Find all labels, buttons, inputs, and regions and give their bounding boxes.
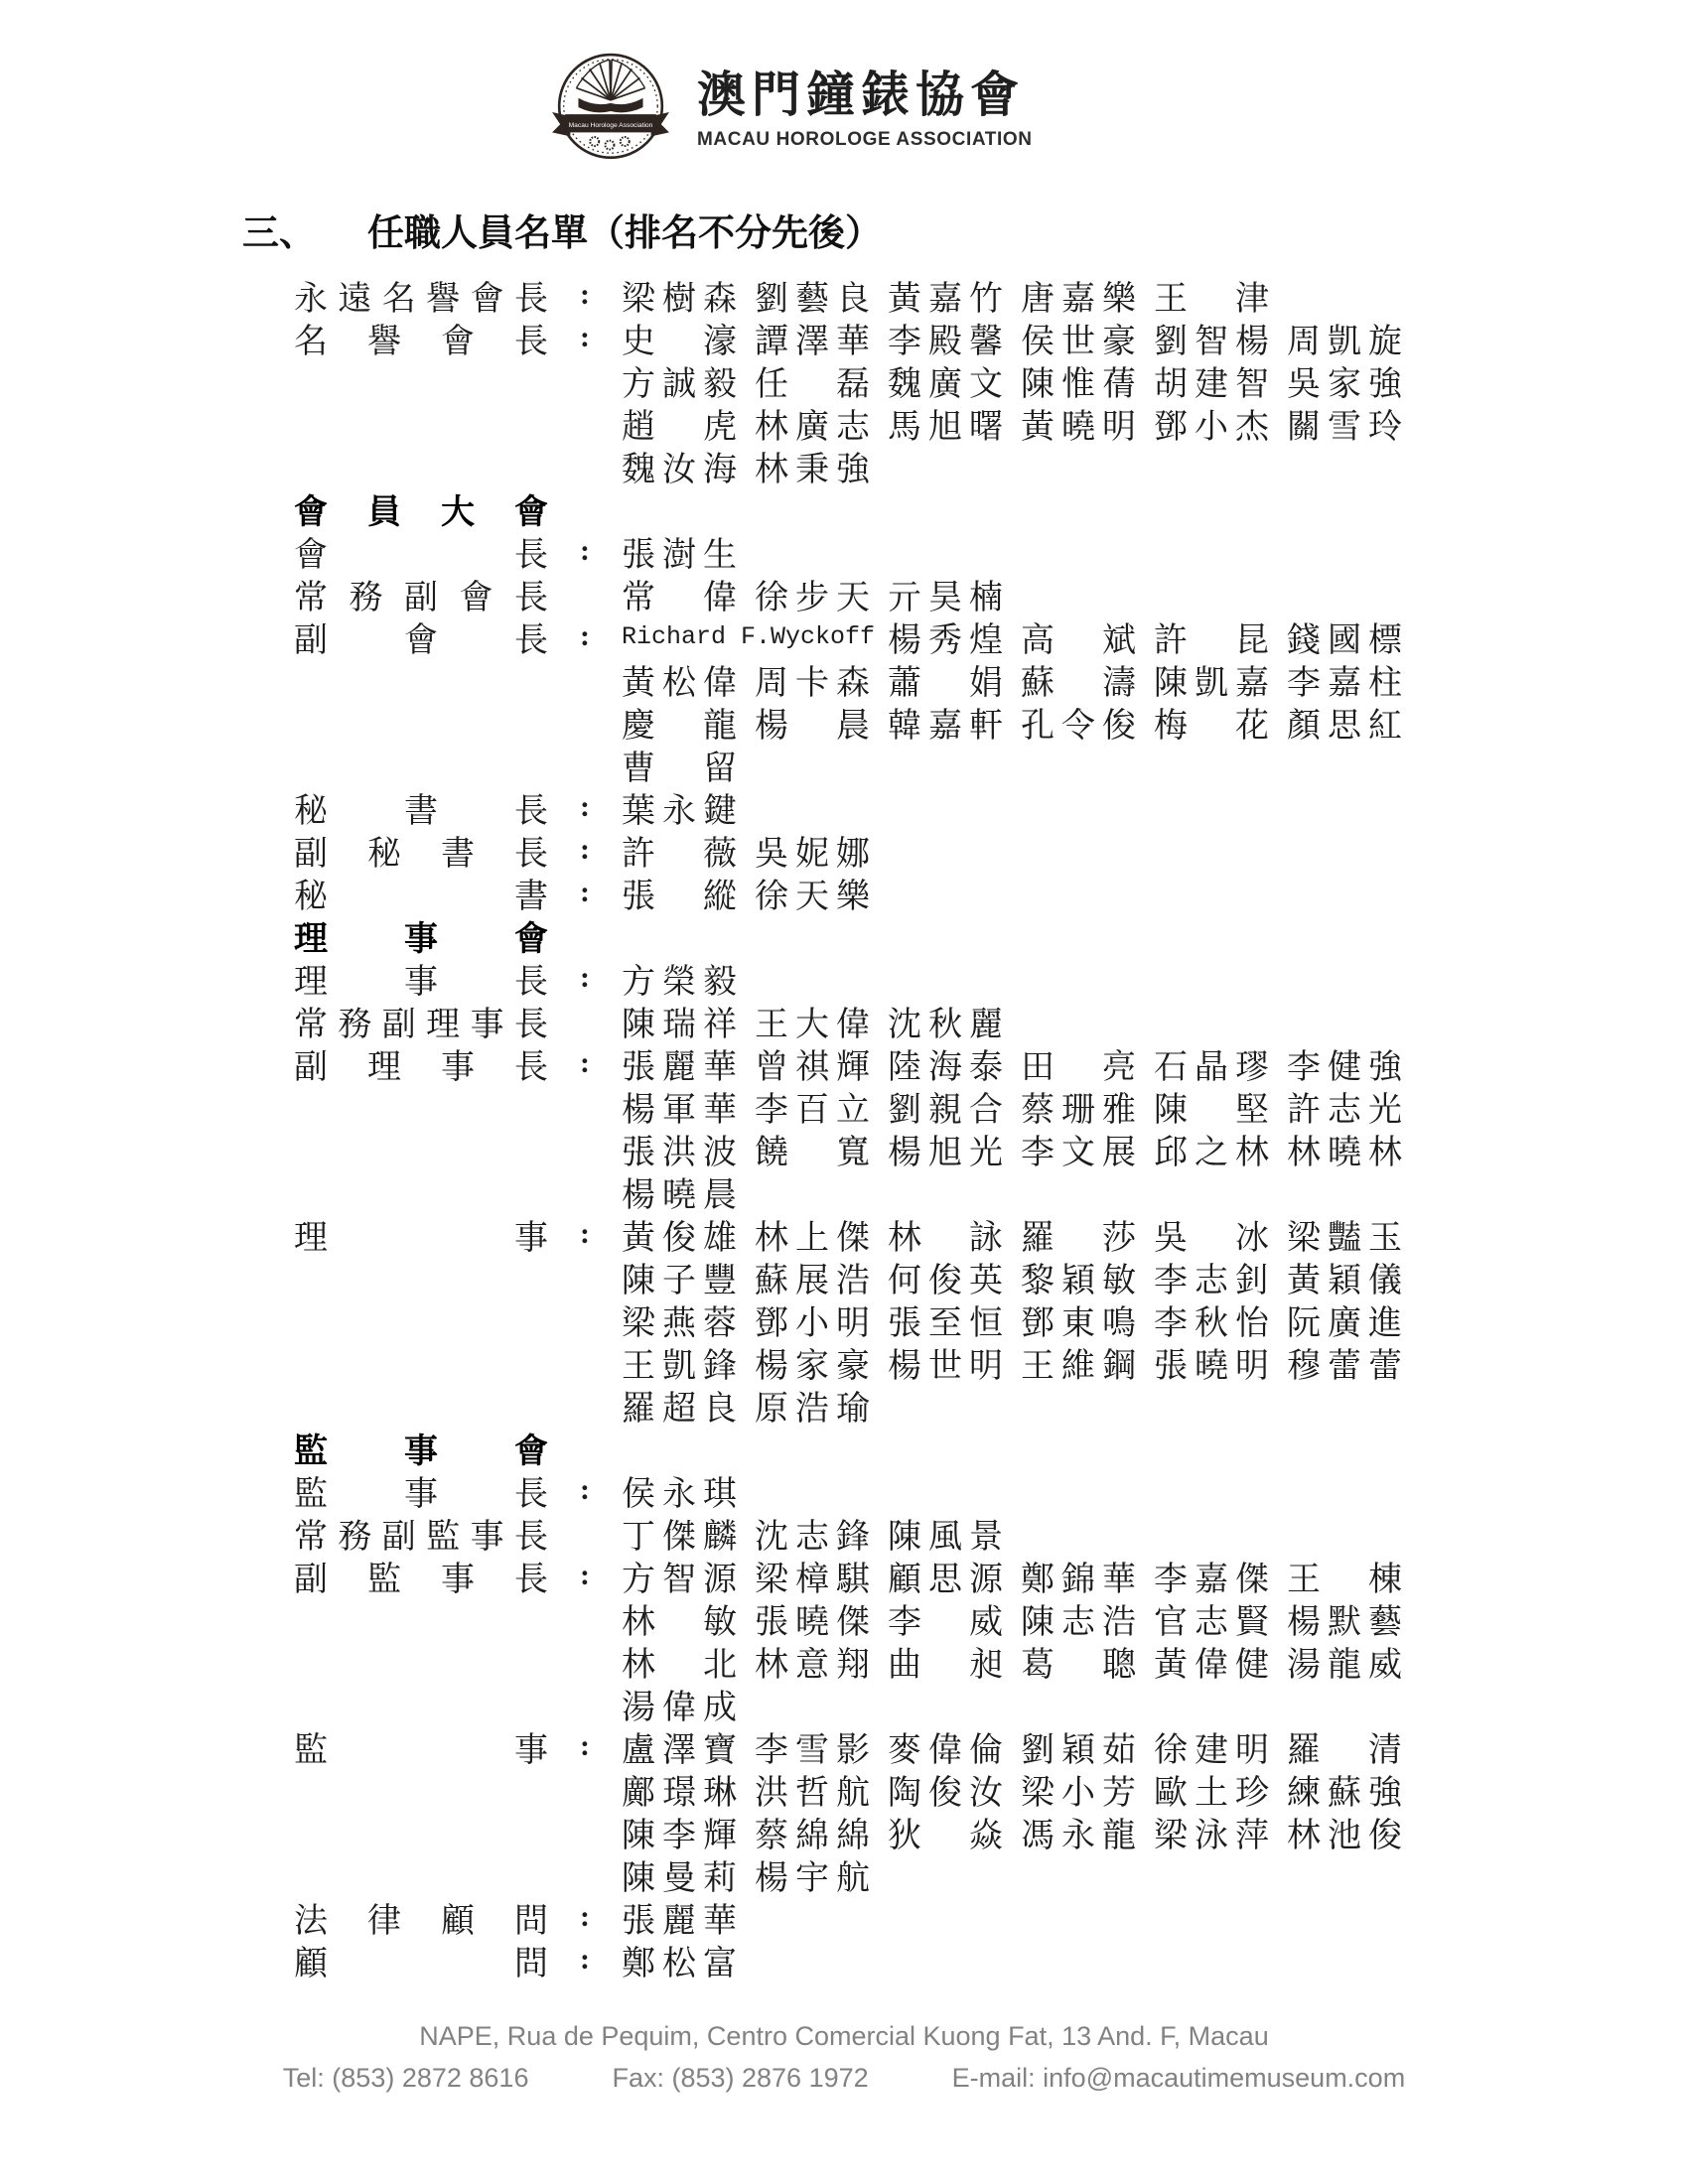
person-name: 張 澍 生	[622, 537, 737, 574]
person-name: 鄭 錦 華	[1021, 1562, 1136, 1598]
role-colon: :	[580, 278, 590, 311]
person-name: 張 曉 明	[1154, 1348, 1269, 1385]
person-name: 張 曉 傑	[755, 1604, 870, 1641]
person-name: 侯 世 豪	[1021, 324, 1136, 360]
names-line	[622, 1298, 1402, 1341]
person-name: 楊 宇 航	[755, 1860, 870, 1897]
role-entry	[294, 872, 1485, 914]
role-colon: :	[580, 961, 590, 994]
person-name: 吳 家 強	[1287, 366, 1402, 403]
names-line	[622, 530, 737, 573]
role-label: 理 事	[294, 1220, 548, 1257]
person-name: 林 池 俊	[1287, 1818, 1402, 1854]
person-name: 羅 清	[1287, 1732, 1402, 1769]
role-label: 顧 問	[294, 1946, 548, 1982]
person-name: 周 凱 旋	[1287, 324, 1402, 360]
names-line	[622, 1170, 1402, 1213]
person-name: 黃 偉 健	[1154, 1647, 1269, 1684]
role-colon: :	[580, 790, 590, 823]
person-name: 趙 虎	[622, 409, 737, 446]
role-entry	[294, 786, 1485, 829]
person-name: 林 上 傑	[755, 1220, 870, 1257]
role-label: 副 會 長	[294, 622, 548, 659]
person-name: 王 津	[1154, 281, 1269, 318]
role-label: 秘 書 長	[294, 793, 548, 830]
role-colon	[548, 573, 622, 615]
names-line	[622, 1939, 737, 1981]
person-name: 楊 曉 晨	[622, 1177, 737, 1214]
person-name: 陳 惟 蒨	[1021, 366, 1136, 403]
person-name: 麥 偉 倫	[888, 1732, 1003, 1769]
person-name: 陶 俊 汝	[888, 1775, 1003, 1812]
person-name: 原 浩 瑜	[755, 1391, 870, 1428]
names-line	[622, 786, 737, 829]
role-entry	[294, 317, 1485, 487]
names-line	[622, 274, 1269, 317]
role-label: 副 理 事 長	[294, 1049, 548, 1086]
names-line	[622, 1085, 1402, 1128]
person-name: 陳 曼 莉	[622, 1860, 737, 1897]
names-column	[622, 1042, 1402, 1213]
names-column	[622, 1939, 737, 1981]
section-heading-row	[294, 487, 1485, 530]
person-name: 葉 永 鍵	[622, 793, 737, 830]
names-line	[622, 317, 1402, 359]
roster	[294, 274, 1485, 1981]
names-column	[622, 1555, 1402, 1725]
person-name: 孔 令 俊	[1021, 708, 1136, 745]
person-name: 蔡 珊 雅	[1021, 1092, 1136, 1129]
names-line	[622, 1853, 1402, 1896]
person-name: 李 健 強	[1287, 1049, 1402, 1086]
person-name: 黃 俊 雄	[622, 1220, 737, 1257]
person-name: 鄺 璟 琳	[622, 1775, 737, 1812]
person-name: 常 偉	[622, 580, 737, 616]
person-name: 李 嘉 柱	[1287, 665, 1402, 702]
person-name: 丁 傑 麟	[622, 1519, 737, 1556]
role-entry	[294, 274, 1485, 317]
document-heading	[242, 203, 882, 256]
names-line	[622, 1768, 1402, 1811]
person-name: 韓 嘉 軒	[888, 708, 1003, 745]
role-label: 法 律 顧 問	[294, 1903, 548, 1940]
role-colon: :	[580, 1559, 590, 1591]
person-name: 許 志 光	[1287, 1092, 1402, 1129]
names-column	[622, 829, 870, 872]
person-name: 徐 步 天	[755, 580, 870, 616]
names-line	[622, 1256, 1402, 1298]
person-name: 方 榮 毅	[622, 964, 737, 1001]
person-name: 任 磊	[755, 366, 870, 403]
person-name: 陸 海 泰	[888, 1049, 1003, 1086]
section-heading-label: 理 事 會	[294, 921, 548, 958]
role-entry	[294, 1469, 1485, 1512]
association-header	[548, 48, 1033, 173]
person-name: 蘇 展 浩	[755, 1263, 870, 1299]
role-colon: :	[580, 1943, 590, 1976]
names-line	[622, 359, 1402, 402]
person-name: 史 濠	[622, 324, 737, 360]
names-line	[622, 1042, 1402, 1085]
role-colon: :	[580, 321, 590, 353]
person-name: 曾 祺 輝	[755, 1049, 870, 1086]
role-label: 常 務 副 理 事 長	[294, 1007, 548, 1043]
names-column	[622, 786, 737, 829]
role-colon: :	[580, 1046, 590, 1079]
person-name: 羅 超 良	[622, 1391, 737, 1428]
person-name: 邱 之 林	[1154, 1135, 1269, 1171]
names-column	[622, 317, 1402, 487]
names-column	[622, 1725, 1402, 1896]
person-name: 楊 家 豪	[755, 1348, 870, 1385]
section-heading-row	[294, 1427, 1485, 1469]
association-brand	[697, 69, 1033, 151]
names-line	[622, 658, 1402, 701]
person-name: 蕭 娟	[888, 665, 1003, 702]
role-colon	[548, 1000, 622, 1042]
role-colon: :	[580, 1900, 590, 1933]
role-label: 永 遠 名 譽 會 長	[294, 281, 548, 318]
role-entry	[294, 1896, 1485, 1939]
logo-ribbon	[552, 112, 669, 136]
person-name: 李 殿 馨	[888, 324, 1003, 360]
person-name: 林 曉 林	[1287, 1135, 1402, 1171]
role-colon: :	[580, 619, 590, 652]
person-name: 高 斌	[1021, 622, 1136, 659]
person-name: 梁 燕 蓉	[622, 1305, 737, 1342]
role-label: 會 長	[294, 537, 548, 574]
person-name: 林 意 翔	[755, 1647, 870, 1684]
names-line	[622, 1000, 1003, 1042]
person-name: 楊 世 明	[888, 1348, 1003, 1385]
person-name: 歐 土 珍	[1154, 1775, 1269, 1812]
person-name: 譚 澤 華	[755, 324, 870, 360]
person-name: 梁 豔 玉	[1287, 1220, 1402, 1257]
person-name: 許 薇	[622, 836, 737, 873]
names-line	[622, 1128, 1402, 1170]
person-name: 蘇 濤	[1021, 665, 1136, 702]
person-name: 阮 廣 進	[1287, 1305, 1402, 1342]
association-logo-icon	[548, 48, 673, 173]
person-name: 羅 莎	[1021, 1220, 1136, 1257]
names-column	[622, 872, 870, 914]
person-name: 顏 思 紅	[1287, 708, 1402, 745]
person-name: 李 秋 怡	[1154, 1305, 1269, 1342]
names-column	[622, 1000, 1003, 1042]
role-colon: :	[580, 1729, 590, 1762]
person-name: 張 麗 華	[622, 1049, 737, 1086]
person-name: 李 威	[888, 1604, 1003, 1641]
person-name: 李 嘉 傑	[1154, 1562, 1269, 1598]
names-line	[622, 573, 1003, 615]
person-name: 葛 聰	[1021, 1647, 1136, 1684]
person-name: 洪 哲 航	[755, 1775, 870, 1812]
names-line	[622, 1896, 737, 1939]
person-name: 穆 蕾 蕾	[1287, 1348, 1402, 1385]
names-line	[622, 829, 870, 872]
role-entry	[294, 573, 1485, 615]
person-name: 許 昆	[1154, 622, 1269, 659]
names-line	[622, 957, 737, 1000]
person-name: 李 雪 影	[755, 1732, 870, 1769]
heading-number: 三、	[242, 213, 316, 254]
role-label: 監 事	[294, 1732, 548, 1769]
person-name: 田 亮	[1021, 1049, 1136, 1086]
person-name: 湯 偉 成	[622, 1690, 737, 1726]
role-label: 常 務 副 監 事 長	[294, 1519, 548, 1556]
person-name: 湯 龍 威	[1287, 1647, 1402, 1684]
names-line	[622, 1683, 1402, 1725]
person-name: Richard F.Wyckoff	[622, 622, 876, 651]
person-name: 亓 昊 楠	[888, 580, 1003, 616]
role-label: 副 秘 書 長	[294, 836, 548, 873]
footer-email: E-mail: info@macautimemuseum.com	[951, 2063, 1406, 2093]
person-name: 馬 旭 曙	[888, 409, 1003, 446]
person-name: 狄 焱	[888, 1818, 1003, 1854]
role-entry	[294, 957, 1485, 1000]
footer-tel: Tel: (853) 2872 8616	[282, 2063, 529, 2093]
names-line	[622, 744, 1402, 786]
person-name: 林 廣 志	[755, 409, 870, 446]
person-name: 方 誠 毅	[622, 366, 737, 403]
page-footer	[0, 2021, 1688, 2094]
role-label: 監 事 長	[294, 1476, 548, 1513]
role-entry	[294, 829, 1485, 872]
role-entry	[294, 1555, 1485, 1725]
person-name: 周 卡 森	[755, 665, 870, 702]
person-name: 練 蘇 強	[1287, 1775, 1402, 1812]
person-name: 胡 建 智	[1154, 366, 1269, 403]
role-label: 副 監 事 長	[294, 1562, 548, 1598]
footer-contacts	[0, 2063, 1688, 2094]
person-name: 梁 小 芳	[1021, 1775, 1136, 1812]
role-colon: :	[580, 1217, 590, 1250]
person-name: 張 至 恒	[888, 1305, 1003, 1342]
person-name: 鄧 東 鳴	[1021, 1305, 1136, 1342]
person-name: 劉 智 楊	[1154, 324, 1269, 360]
person-name: 梁 樟 騏	[755, 1562, 870, 1598]
person-name: 吳 冰	[1154, 1220, 1269, 1257]
person-name: 徐 天 樂	[755, 879, 870, 915]
person-name: 楊 晨	[755, 708, 870, 745]
person-name: 饒 寬	[755, 1135, 870, 1171]
person-name: 劉 穎 茹	[1021, 1732, 1136, 1769]
association-title-en: MACAU HOROLOGE ASSOCIATION	[697, 128, 1033, 150]
person-name: 陳 凱 嘉	[1154, 665, 1269, 702]
person-name: 吳 妮 娜	[755, 836, 870, 873]
person-name: 林 北	[622, 1647, 737, 1684]
role-colon	[548, 1512, 622, 1555]
svg-text:Macau Horologe Association: Macau Horologe Association	[568, 121, 653, 129]
person-name: 王 維 鋼	[1021, 1348, 1136, 1385]
person-name: 錢 國 標	[1287, 622, 1402, 659]
person-name: 陳 瑞 祥	[622, 1007, 737, 1043]
person-name: 陳 堅	[1154, 1092, 1269, 1129]
person-name: 張 洪 波	[622, 1135, 737, 1171]
person-name: 侯 永 琪	[622, 1476, 737, 1513]
person-name: 林 敏	[622, 1604, 737, 1641]
person-name: 鄭 松 富	[622, 1946, 737, 1982]
person-name: 鄧 小 杰	[1154, 409, 1269, 446]
role-entry	[294, 1939, 1485, 1981]
names-column	[622, 530, 737, 573]
person-name: 魏 廣 文	[888, 366, 1003, 403]
person-name: 黃 嘉 竹	[888, 281, 1003, 318]
names-line	[622, 1213, 1402, 1256]
person-name: 楊 軍 華	[622, 1092, 737, 1129]
names-line	[622, 445, 1402, 487]
person-name: 梁 樹 森	[622, 281, 737, 318]
person-name: 楊 旭 光	[888, 1135, 1003, 1171]
person-name: 黎 穎 敏	[1021, 1263, 1136, 1299]
person-name: 王 凱 鋒	[622, 1348, 737, 1385]
person-name: 張 縱	[622, 879, 737, 915]
person-name: 李 百 立	[755, 1092, 870, 1129]
names-line	[622, 615, 1402, 658]
person-name: 馮 永 龍	[1021, 1818, 1136, 1854]
person-name: 黃 曉 明	[1021, 409, 1136, 446]
person-name: 石 晶 璆	[1154, 1049, 1269, 1086]
person-name: 楊 默 藝	[1287, 1604, 1402, 1641]
role-label: 秘 書	[294, 879, 548, 915]
person-name: 盧 澤 寶	[622, 1732, 737, 1769]
person-name: 鄧 小 明	[755, 1305, 870, 1342]
names-column	[622, 1896, 737, 1939]
names-column	[622, 615, 1402, 786]
person-name: 沈 志 鋒	[755, 1519, 870, 1556]
names-line	[622, 402, 1402, 445]
footer-fax: Fax: (853) 2876 1972	[612, 2063, 869, 2093]
names-line	[622, 1725, 1402, 1768]
role-label: 常 務 副 會 長	[294, 580, 548, 616]
person-name: 劉 親 合	[888, 1092, 1003, 1129]
role-colon: :	[580, 1473, 590, 1506]
role-entry	[294, 1512, 1485, 1555]
names-line	[622, 872, 870, 914]
person-name: 張 麗 華	[622, 1903, 737, 1940]
role-label: 理 事 長	[294, 964, 548, 1001]
person-name: 唐 嘉 樂	[1021, 281, 1136, 318]
role-label: 名 譽 會 長	[294, 324, 548, 360]
role-colon: :	[580, 876, 590, 908]
role-colon: :	[580, 534, 590, 567]
footer-address: NAPE, Rua de Pequim, Centro Comercial Kuong Fat, 13 And. F, Macau	[419, 2021, 1269, 2051]
person-name: 陳 李 輝	[622, 1818, 737, 1854]
person-name: 王 棟	[1287, 1562, 1402, 1598]
heading-title: 任職人員名單（排名不分先後）	[367, 213, 882, 254]
role-entry	[294, 1000, 1485, 1042]
person-name: 陳 風 景	[888, 1519, 1003, 1556]
role-colon: :	[580, 833, 590, 866]
person-name: 黃 松 偉	[622, 665, 737, 702]
person-name: 劉 藝 良	[755, 281, 870, 318]
section-heading-label: 監 事 會	[294, 1433, 548, 1470]
person-name: 李 文 展	[1021, 1135, 1136, 1171]
person-name: 林 秉 強	[755, 452, 870, 488]
names-line	[622, 1384, 1402, 1427]
person-name: 楊 秀 煌	[888, 622, 1003, 659]
names-line	[622, 1469, 737, 1512]
person-name: 徐 建 明	[1154, 1732, 1269, 1769]
person-name: 關 雪 玲	[1287, 409, 1402, 446]
names-column	[622, 1469, 737, 1512]
names-line	[622, 1640, 1402, 1683]
role-entry	[294, 1042, 1485, 1213]
names-column	[622, 1213, 1402, 1427]
person-name: 曲 昶	[888, 1647, 1003, 1684]
names-line	[622, 1597, 1402, 1640]
role-entry	[294, 615, 1485, 786]
names-line	[622, 1811, 1402, 1853]
person-name: 蔡 綿 綿	[755, 1818, 870, 1854]
person-name: 李 志 釗	[1154, 1263, 1269, 1299]
person-name: 官 志 賢	[1154, 1604, 1269, 1641]
names-line	[622, 1555, 1402, 1597]
section-heading-label: 會 員 大 會	[294, 494, 548, 531]
role-entry	[294, 1213, 1485, 1427]
person-name: 何 俊 英	[888, 1263, 1003, 1299]
names-line	[622, 1512, 1003, 1555]
person-name: 林 詠	[888, 1220, 1003, 1257]
person-name: 梅 花	[1154, 708, 1269, 745]
names-column	[622, 573, 1003, 615]
person-name: 顧 思 源	[888, 1562, 1003, 1598]
person-name: 王 大 偉	[755, 1007, 870, 1043]
person-name: 魏 汝 海	[622, 452, 737, 488]
names-column	[622, 1512, 1003, 1555]
section-heading-row	[294, 914, 1485, 957]
association-title-zh: 澳門鐘錶協會	[697, 68, 1026, 123]
person-name: 陳 子 豐	[622, 1263, 737, 1299]
person-name: 陳 志 浩	[1021, 1604, 1136, 1641]
role-entry	[294, 1725, 1485, 1896]
person-name: 黃 穎 儀	[1287, 1263, 1402, 1299]
names-line	[622, 1341, 1402, 1384]
person-name: 方 智 源	[622, 1562, 737, 1598]
names-column	[622, 274, 1269, 317]
role-entry	[294, 530, 1485, 573]
person-name: 慶 龍	[622, 708, 737, 745]
person-name: 曹 留	[622, 751, 737, 787]
names-line	[622, 701, 1402, 744]
person-name: 沈 秋 麗	[888, 1007, 1003, 1043]
names-column	[622, 957, 737, 1000]
person-name: 梁 泳 萍	[1154, 1818, 1269, 1854]
